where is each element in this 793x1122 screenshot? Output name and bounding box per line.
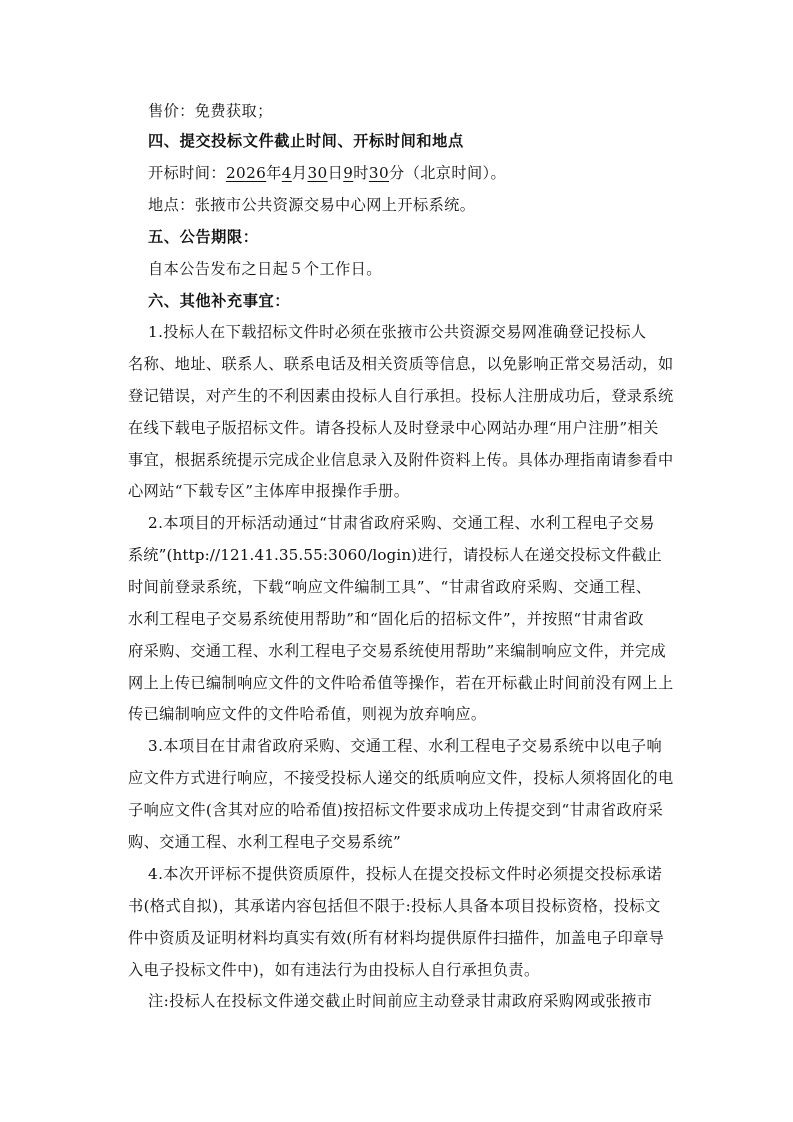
item1-line: 登记错误，对产生的不利因素由投标人自行承担。投标人注册成功后，登录系统 bbox=[128, 387, 674, 405]
item4-line: 入电子投标文件中)，如有违法行为由投标人自行承担负责。 bbox=[128, 961, 540, 979]
item4-line: 书(格式自拟)，其承诺内容包括但不限于:投标人具备本项目投标资格，投标文 bbox=[128, 897, 661, 915]
open-time-line bbox=[148, 163, 506, 183]
section5-heading: 五、公告期限： bbox=[148, 228, 259, 246]
year-unit: 年 bbox=[266, 164, 282, 182]
note-line: 注:投标人在投标文件递交截止时间前应主动登录甘肃政府采购网或张掖市 bbox=[148, 992, 653, 1010]
item2-line: 府采购、交通工程、水利工程电子交易系统使用帮助”来编制响应文件，并完成 bbox=[128, 642, 667, 660]
item1-line: 事宜，根据系统提示完成企业信息录入及附件资料上传。具体办理指南请参看中 bbox=[128, 451, 674, 469]
item2-line: 传已编制响应文件的文件哈希值，则视为放弃响应。 bbox=[128, 705, 487, 723]
minute-suffix: 分（北京时间）。 bbox=[389, 164, 507, 182]
item3-line: 购、交通工程、水利工程电子交易系统” bbox=[128, 833, 402, 851]
open-minute: 30 bbox=[368, 164, 390, 182]
item3-line: 应文件方式进行响应，不接受投标人递交的纸质响应文件，投标人须将固化的电 bbox=[128, 769, 674, 787]
open-day: 30 bbox=[307, 164, 328, 182]
item2-line: 系统”(http://121.41.35.55:3060/login)进行，请投标人在递交投标文件截止 bbox=[128, 546, 662, 564]
location-line: 地点：张掖市公共资源交易中心网上开标系统。 bbox=[148, 196, 476, 214]
day-unit: 日 bbox=[327, 164, 344, 182]
item4-line: 件中资质及证明材料均真实有效(所有材料均提供原件扫描件，加盖电子印章导 bbox=[128, 929, 665, 947]
item4-line: 4.本次开评标不提供资质原件，投标人在提交投标文件时必须提交投标承诺 bbox=[148, 865, 663, 883]
section5-text: 自本公告发布之日起５个工作日。 bbox=[148, 260, 382, 278]
open-time-label: 开标时间： bbox=[148, 164, 226, 182]
hour-unit: 时 bbox=[353, 164, 369, 182]
item2-line: 时间前登录系统，下载“响应文件编制工具”、“甘肃省政府采购、交通工程、 bbox=[128, 578, 652, 596]
open-month: 4 bbox=[281, 164, 292, 182]
item2-line: 水利工程电子交易系统使用帮助”和“固化后的招标文件”，并按照“甘肃省政 bbox=[128, 610, 644, 628]
month-unit: 月 bbox=[291, 164, 308, 182]
item2-line: 2.本项目的开标活动通过“甘肃省政府采购、交通工程、水利工程电子交易 bbox=[148, 514, 655, 532]
open-hour: 9 bbox=[343, 164, 354, 182]
open-year: 2026 bbox=[225, 164, 267, 182]
item1-line: 1.投标人在下载招标文件时必须在张掖市公共资源交易网准确登记投标人 bbox=[148, 323, 647, 341]
item3-line: 3.本项目在甘肃省政府采购、交通工程、水利工程电子交易系统中以电子响 bbox=[148, 737, 663, 755]
item2-line: 网上上传已编制响应文件的文件哈希值等操作，若在开标截止时间前没有网上上 bbox=[128, 674, 674, 692]
item1-line: 心网站“下载专区”主体库申报操作手册。 bbox=[128, 482, 410, 500]
item1-line: 在线下载电子版招标文件。请各投标人及时登录中心网站办理“用户注册”相关 bbox=[128, 419, 659, 437]
section6-heading: 六、其他补充事宜： bbox=[148, 292, 291, 310]
section4-heading: 四、提交投标文件截止时间、开标时间和地点 bbox=[148, 132, 464, 150]
item3-line: 子响应文件(含其对应的哈希值)按招标文件要求成功上传提交到“甘肃省政府采 bbox=[128, 801, 664, 819]
price-line: 售价：免费获取； bbox=[148, 102, 273, 120]
item1-line: 名称、地址、联系人、联系电话及相关资质等信息，以免影响正常交易活动，如 bbox=[128, 355, 674, 373]
